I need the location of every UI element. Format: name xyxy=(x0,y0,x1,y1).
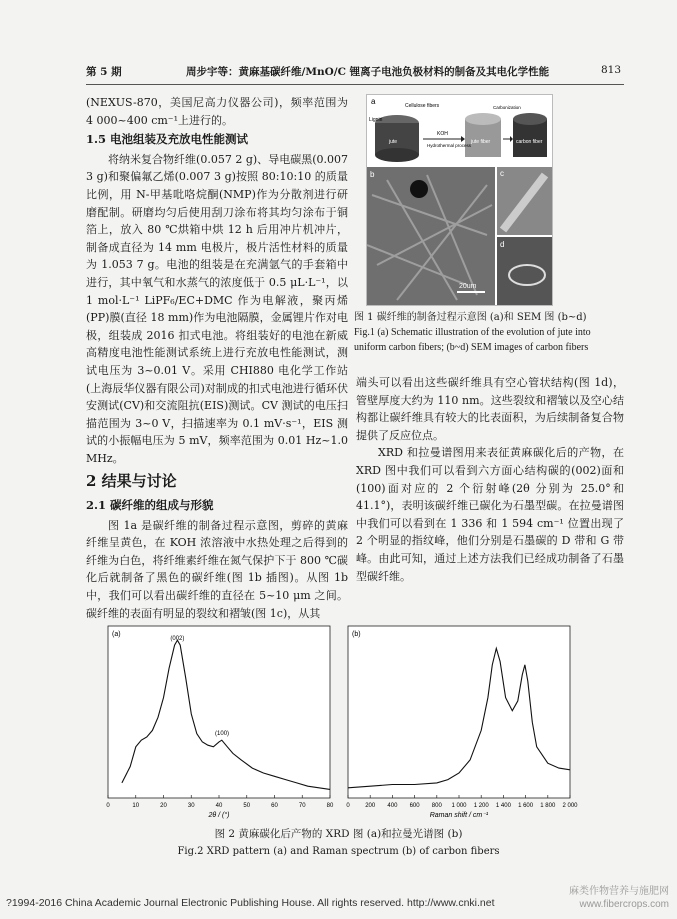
x-tick-label: 1 800 xyxy=(540,803,556,809)
figure-1-caption-en: Fig.1 (a) Schematic illustration of the evolution of jute into uniform carbon fibers; (b~d) SEM images of carbon fibers xyxy=(354,327,591,353)
x-tick-label: 20 xyxy=(160,803,167,809)
section-heading-1-5: 1.5 电池组装及充放电性能测试 xyxy=(86,132,249,147)
x-tick-label: 1 200 xyxy=(473,803,489,809)
running-title: 周步宇等：黄麻基碳纤维/MnO/C 锂离子电池负极材料的制备及其电化学性能 xyxy=(186,66,550,78)
x-tick-label: 0 xyxy=(346,803,350,809)
x-tick-label: 1 400 xyxy=(495,803,511,809)
panel-label: (b) xyxy=(352,631,361,638)
koh-label: KOH xyxy=(437,131,448,137)
x-tick-label: 1 600 xyxy=(518,803,534,809)
carbonization-label: Carbonization xyxy=(493,105,521,110)
hydro-label: Hydrothermal process xyxy=(427,143,472,148)
x-axis-label: 2θ / (°) xyxy=(208,812,230,819)
x-tick-label: 0 xyxy=(106,803,110,809)
watermark xyxy=(569,885,669,911)
x-tick-label: 2 000 xyxy=(562,803,578,809)
carbon-fiber-icon xyxy=(513,113,547,157)
cellulose-label: Cellulose fibers xyxy=(405,103,440,109)
x-tick-label: 400 xyxy=(387,803,398,809)
panel-c-label: c xyxy=(500,169,504,178)
peak-annotation: (002) xyxy=(170,636,185,643)
section-heading-2: 2 结果与讨论 xyxy=(86,472,177,491)
header-rule xyxy=(86,84,624,85)
paragraph: XRD 和拉曼谱图用来表征黄麻碳化后的产物，在 XRD 图中我们可以看到六方面心结构碳的(002)面和(100)面对应的 2 个衍射峰(2θ 分别为 25.0°和 41.1°)，表明该碳纤维已碳化为石墨型碳。在拉曼谱图中我们可以看到在 1 336 和 1 594 cm⁻¹ 位置出现了 2 个明显的指纹峰，他们分别是石墨碳的 D 带和 G 带峰。由此可知，通过上述方法我们已经成功制备了石墨型碳纤维。 xyxy=(356,446,624,583)
right-column xyxy=(356,374,624,585)
x-tick-label: 40 xyxy=(215,803,223,809)
paragraph: 图 1a 是碳纤维的制备过程示意图，剪碎的黄麻纤维呈黄色，在 KOH 浓溶液中水热处理之后得到的纤维为白色，将纤维素纤维在氮气保护下于 800 ℃碳化后就制备了黑色的碳纤维(图 1b 插图)。从图 1b 中，我们可以看出碳纤维的直径在 5~10 μm 之间。碳纤维的表面有明显的裂纹和褶皱(图 1c)，从其 xyxy=(86,518,348,620)
scale-bar-label: 20um xyxy=(459,283,477,290)
x-tick-label: 50 xyxy=(243,803,251,809)
lignin-label: Lignin xyxy=(369,117,383,123)
figure-1-caption xyxy=(354,310,609,355)
chart-frame xyxy=(108,626,330,798)
x-tick-label: 200 xyxy=(365,803,376,809)
panel-d-label: d xyxy=(500,240,505,249)
panel-label: (a) xyxy=(112,631,121,638)
figure-2-caption-en: Fig.2 XRD pattern (a) and Raman spectrum (b) of carbon fibers xyxy=(177,846,500,857)
running-header xyxy=(86,64,621,82)
peak-annotation: (100) xyxy=(215,731,230,738)
x-tick-label: 70 xyxy=(298,803,306,809)
paragraph: (NEXUS-870，美国尼高力仪器公司)，频率范围为 4 000~400 cm⁻¹上进行的。 xyxy=(86,96,348,127)
page-number: 813 xyxy=(600,64,621,76)
copyright-footer: ?1994-2016 China Academic Journal Electronic Publishing House. All rights reserved. http://www.cnki.net xyxy=(6,897,495,909)
x-tick-label: 30 xyxy=(187,803,195,809)
figure-2-caption-cn: 图 2 黄麻碳化后产物的 XRD 图 (a)和拉曼光谱图 (b) xyxy=(214,828,463,840)
inset-black-fiber xyxy=(410,180,428,198)
jute-label: jute xyxy=(389,139,398,145)
x-tick-label: 10 xyxy=(132,803,140,809)
section-heading-2-1: 2.1 碳纤维的组成与形貌 xyxy=(86,498,214,513)
paragraph: 将纳米复合物纤维(0.057 2 g)、导电碳黑(0.007 3 g)和聚偏氟乙烯(0.007 3 g)按照 80:10:10 的质量比例，用 N-甲基吡咯烷酮(NMP)作为分散剂进行研磨配制。研磨均匀后使用刮刀涂布将其均匀涂布于铜箔上，放入 80 ℃烘箱中烘 12 h 后用冲片机冲片，制备成直径为 14 mm 电极片，极片活性材料的质量为 1.053 7 g。电池的组装是在充满氩气的手套箱中进行，其中氧气和水蒸气的浓度低于 0.5 μL·L⁻¹，以 1 mol·L⁻¹ LiPF₆/EC+DMC 作为电解液，聚丙烯(PP)膜(直径 18 mm)作为电池隔膜，金属锂片作对电极，组装成 2016 扣式电池。将组装好的电池在新威高精度电池性能测试系统上进行充放电性能测试，测试电压为 3~0.01 V。采用 CHI880 电化学工作站(上海辰华仪器有限公司)对制成的扣式电池进行循环伏安测试(CV)和交流阻抗(EIS)测试。CV 测试的电压扫描范围为 3~0 V，扫描速率为 0.1 mV·s⁻¹，EIS 测试的小振幅电压为 5 mV，频率范围为 0.01 Hz~1.0 MHz。 xyxy=(86,152,348,465)
watermark-cn: 麻类作物营养与施肥网 xyxy=(569,886,669,897)
figure-1-image xyxy=(366,94,553,306)
carbon-fiber-label: carbon fiber xyxy=(516,139,543,145)
panel-b-label: b xyxy=(370,170,375,179)
figure-2-charts xyxy=(80,622,580,822)
left-column xyxy=(86,94,348,622)
x-axis-label: Raman shift / cm⁻¹ xyxy=(429,812,489,819)
x-tick-label: 600 xyxy=(409,803,420,809)
figure-1-graphic xyxy=(367,95,552,305)
jute-fiber-icon xyxy=(465,113,501,157)
paragraph: 端头可以看出这些碳纤维具有空心管状结构(图 1d)，管壁厚度大约为 110 nm。这些裂纹和褶皱以及空心结构都让碳纤维具有较大的比表面积，为后续制备复合物提供了反应位点。 xyxy=(356,376,624,442)
x-tick-label: 80 xyxy=(326,803,334,809)
x-tick-label: 60 xyxy=(271,803,278,809)
jute-fiber-label: jute fiber xyxy=(471,139,491,145)
x-tick-label: 1 000 xyxy=(451,803,467,809)
x-tick-label: 800 xyxy=(431,803,442,809)
issue-number: 第 5 期 xyxy=(86,66,122,78)
watermark-url: www.fibercrops.com xyxy=(579,899,669,910)
figure-1-caption-cn: 图 1 碳纤维的制备过程示意图 (a)和 SEM 图 (b~d) xyxy=(354,312,587,323)
panel-a-label: a xyxy=(371,97,376,106)
